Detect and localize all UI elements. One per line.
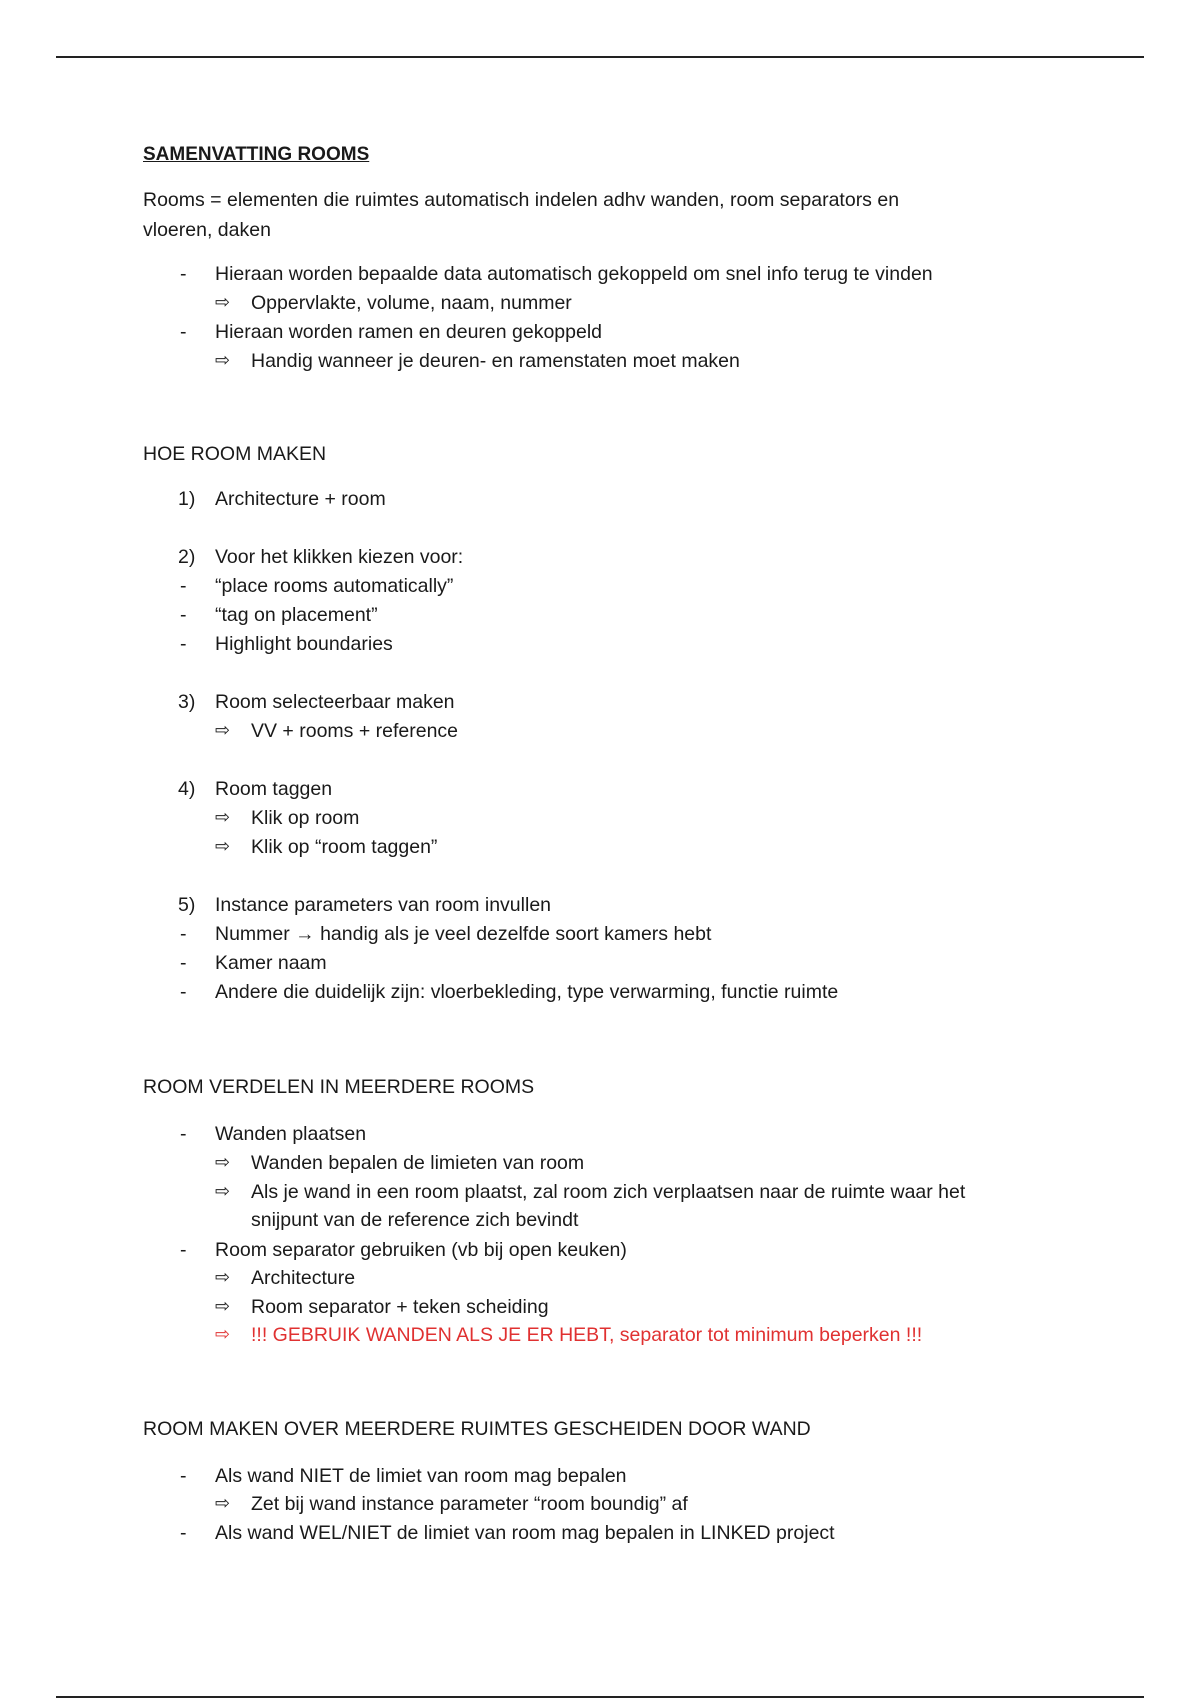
bullet-dash: - <box>180 923 187 945</box>
bullet-dash: - <box>180 604 187 626</box>
bullet-dash: - <box>180 321 187 343</box>
bullet-dash: - <box>180 981 187 1003</box>
section-heading: HOE ROOM MAKEN <box>143 443 327 465</box>
intro-line-1: Rooms = elementen die ruimtes automatisch indelen adhv wanden, room separators en <box>143 189 900 211</box>
arrow-right-icon: ⇨ <box>215 1152 231 1172</box>
section-heading: ROOM MAKEN OVER MEERDERE RUIMTES GESCHEIDEN DOOR WAND <box>143 1418 811 1440</box>
arrow-right-icon: ⇨ <box>215 1493 231 1513</box>
bullet-dash: - <box>180 633 187 655</box>
arrow-right-icon: ⇨ <box>215 1181 231 1201</box>
arrow-right-icon: ⇨ <box>215 1296 231 1316</box>
document-title: SAMENVATTING ROOMS <box>143 144 370 165</box>
warning-text: !!! GEBRUIK WANDEN ALS JE ER HEBT, separator tot minimum beperken !!! <box>251 1324 923 1346</box>
bullet-dash: - <box>180 263 187 285</box>
header-rule <box>56 56 1144 58</box>
arrow-right-icon: ⇨ <box>215 1267 231 1287</box>
bullet-dash: - <box>180 952 187 974</box>
arrow-right-icon: ⇨ <box>215 807 231 827</box>
arrow-right-icon: ⇨ <box>215 350 231 370</box>
section-heading: ROOM VERDELEN IN MEERDERE ROOMS <box>143 1076 535 1098</box>
bullet-dash: - <box>180 1522 187 1544</box>
intro-line-2: vloeren, daken <box>143 219 271 241</box>
bullet-dash: - <box>180 575 187 597</box>
footer-rule <box>56 1696 1144 1698</box>
bullet-dash: - <box>180 1123 187 1145</box>
bullet-dash: - <box>180 1465 187 1487</box>
arrow-right-icon: ⇨ <box>215 720 231 740</box>
arrow-right-icon: ⇨ <box>215 292 231 312</box>
arrow-right-icon: ⇨ <box>215 836 231 856</box>
bullet-dash: - <box>180 1239 187 1261</box>
arrow-right-icon: ⇨ <box>215 1324 231 1344</box>
